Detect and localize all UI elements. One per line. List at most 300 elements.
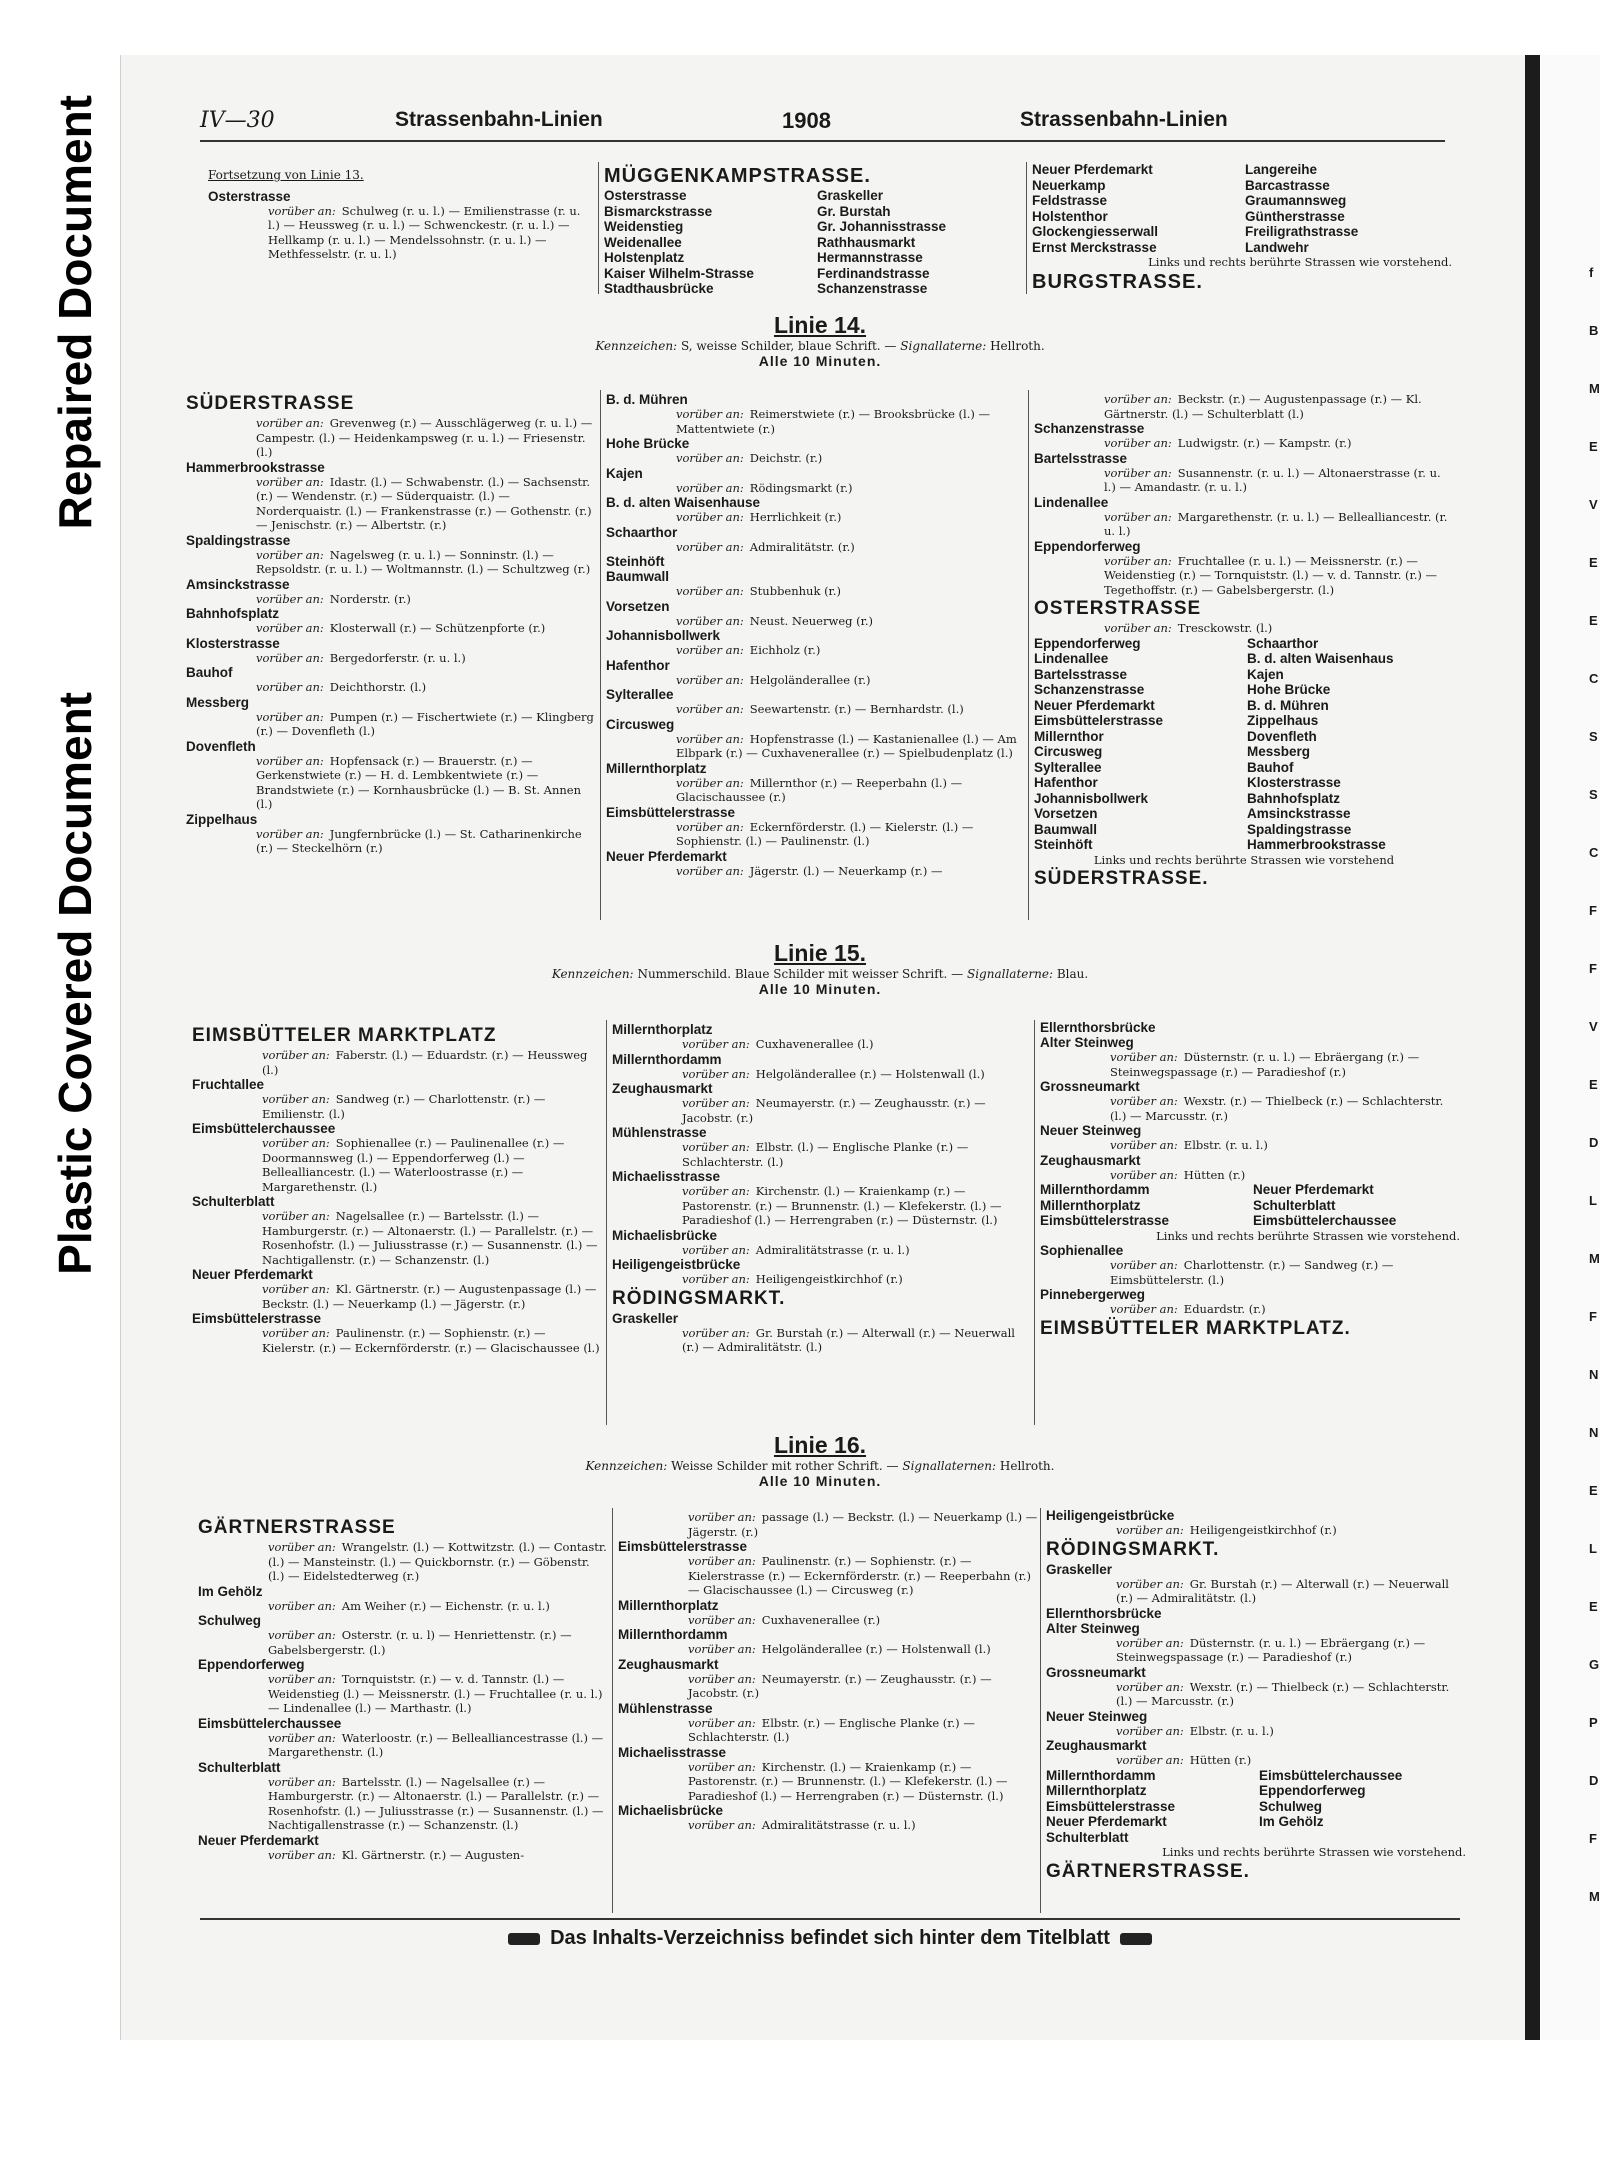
stop-via: vorüber an: Kl. Gärtnerstr. (r.) — Augustenpassage (l.) — Beckstr. (l.) — Neuerkamp (l.) — Jägerstr. (r.) bbox=[262, 1282, 597, 1311]
stop-name: Pinnebergerweg bbox=[1040, 1287, 1146, 1302]
stop-name: Fruchtallee bbox=[192, 1077, 265, 1092]
side-label-bottom: Plastic Covered Document bbox=[49, 692, 101, 1275]
list-item: Bartelsstrasse bbox=[1034, 666, 1128, 682]
line-frequency: Alle 10 Minuten. bbox=[758, 353, 882, 369]
stop-via: vorüber an: Hopfensack (r.) — Brauerstr. (r.) — Gerkenstwiete (r.) — H. d. Lembkentwiete (r.) — Brandstwiete (r.) — Kornhausbrücke (l.) — B. St. Annen (l.) bbox=[256, 753, 582, 811]
stop-name: Lindenallee bbox=[1034, 494, 1109, 510]
list-item: Langereihe bbox=[1245, 162, 1318, 177]
edge-letter: D bbox=[1589, 1773, 1599, 1788]
stop-via: vorüber an: Jungfernbrücke (l.) — St. Catharinenkirche (r.) — Steckelhörn (r.) bbox=[256, 826, 582, 855]
stop-name: Michaelisbrücke bbox=[612, 1227, 718, 1243]
stop-name: B. d. Mühren bbox=[606, 392, 688, 407]
stop-via: vorüber an: Herrlichkeit (r.) bbox=[676, 510, 842, 524]
next-page-edge bbox=[1541, 55, 1600, 2040]
list-item: Bauhof bbox=[1247, 759, 1294, 775]
continuation-label: Fortsetzung von Linie 13. bbox=[208, 168, 364, 182]
list-item: Weidenallee bbox=[604, 234, 682, 250]
stop-name: Dovenfleth bbox=[186, 738, 256, 754]
stop-name: Millernthordamm bbox=[612, 1051, 722, 1067]
line-14-col-1 bbox=[186, 392, 596, 856]
side-label bbox=[44, 95, 106, 1275]
stop-via: vorüber an: Elbstr. (l.) — Englische Planke (r.) — Schlachterstr. (l.) bbox=[682, 1140, 969, 1169]
list-item: Schaarthor bbox=[1247, 635, 1319, 651]
route-start-title: SÜDERSTRASSE bbox=[186, 393, 355, 414]
list-item: Schanzenstrasse bbox=[1034, 682, 1145, 697]
edge-letter: S bbox=[1589, 787, 1598, 802]
list-item: Steinhöft bbox=[1034, 837, 1093, 852]
list-item: Spaldingstrasse bbox=[1247, 821, 1352, 837]
stop-via: vorüber an: Paulinenstr. (r.) — Sophienstr. (r.) — Kielerstr. (r.) — Eckernförderstr. (r.) — Glacischaussee (l.) bbox=[262, 1326, 600, 1355]
stop-via: vorüber an: Am Weiher (r.) — Eichenstr. (r. u. l.) bbox=[268, 1598, 550, 1613]
stop-via: vorüber an: Helgoländerallee (r.) — Holstenwall (l.) bbox=[688, 1642, 991, 1656]
list-item: Rathhausmarkt bbox=[817, 234, 916, 250]
edge-letter: E bbox=[1589, 1077, 1598, 1092]
edge-letter: L bbox=[1589, 1193, 1597, 1208]
stop-via: vorüber an: Elbstr. (r. u. l.) bbox=[1116, 1723, 1274, 1738]
stop-via: vorüber an: Düsternstr. (r. u. l.) — Ebräergang (r.) — Steinwegspassage (r.) — Paradieshof (r.) bbox=[1110, 1050, 1420, 1079]
stop-via: vorüber an: Ludwigstr. (r.) — Kampstr. (r.) bbox=[1104, 436, 1352, 450]
stop-name: Michaelisstrasse bbox=[612, 1169, 721, 1184]
stop-via: vorüber an: Neust. Neuerweg (r.) bbox=[676, 613, 874, 628]
column-rule bbox=[1028, 390, 1029, 920]
stop-via: vorüber an: Heiligengeistkirchhof (r.) bbox=[682, 1272, 903, 1286]
list-item: Sylterallee bbox=[1034, 759, 1102, 775]
stop-via: vorüber an: Deichstr. (r.) bbox=[676, 451, 823, 465]
list-item: Eimsbüttelerstrasse bbox=[1040, 1213, 1170, 1228]
route-end-title: EIMSBÜTTELER MARKTPLATZ. bbox=[1040, 1317, 1351, 1339]
stop-via: vorüber an: Idastr. (l.) — Schwabenstr. (l.) — Sachsenstr. (r.) — Wendenstr. (r.) — Süderquaistr. (l.) — Norderquaistr. (l.) — Frankenstrasse (r.) — Gothenstr. (r.) — Jenischstr. (r.) — Albertstr. (r.) bbox=[256, 474, 592, 532]
stop-name: Eppendorferweg bbox=[1034, 538, 1141, 554]
stop-via: vorüber an: Paulinenstr. (r.) — Sophienstr. (r.) — Kielerstrasse (r.) — Eckernförderstr. (r.) — Reeperbahn (r.) — Glacischaussee (l.) — Circusweg (r.) bbox=[688, 1554, 1031, 1597]
stop-name: Mühlenstrasse bbox=[618, 1700, 713, 1716]
note: Links und rechts berührte Strassen wie vorstehend bbox=[1093, 852, 1395, 867]
page-header bbox=[200, 108, 1450, 138]
stop-name: Eimsbüttelerchaussee bbox=[198, 1715, 342, 1731]
stop-via: vorüber an: Hopfenstrasse (l.) — Kastanienallee (l.) — Am Elbpark (r.) — Cuxhavenerallee (r.) — Spielbudenplatz (l.) bbox=[676, 731, 1017, 760]
stop-via: vorüber an: Kirchenstr. (l.) — Kraienkamp (r.) — Pastorenstr. (r.) — Brunnenstr. (l.) — Klefekerstr. (l.) — Paradieshof (l.) — Herrengraben (r.) — Düsternstr. (l.) bbox=[682, 1184, 1002, 1227]
stop-name: Eimsbüttelerstrasse bbox=[606, 804, 736, 820]
stop-name: Ellernthorsbrücke bbox=[1046, 1605, 1162, 1621]
stop-name: Michaelisbrücke bbox=[618, 1803, 724, 1818]
stop-name: Schanzenstrasse bbox=[1034, 421, 1145, 436]
line-14-col-2 bbox=[606, 392, 1026, 878]
stop-name: Zeughausmarkt bbox=[1040, 1152, 1141, 1168]
stop-name: Neuer Pferdemarkt bbox=[198, 1832, 319, 1848]
stop-name: Zeughausmarkt bbox=[618, 1656, 719, 1672]
column-rule bbox=[598, 162, 599, 294]
line-markings: Kennzeichen: Nummerschild. Blaue Schilder mit weisser Schrift. — Signallaterne: Blau. bbox=[551, 967, 1089, 981]
stop-list bbox=[1034, 636, 1454, 853]
route-end-title: OSTERSTRASSE bbox=[1034, 598, 1202, 619]
stop-name: B. d. alten Waisenhause bbox=[606, 495, 761, 510]
edge-letter: M bbox=[1589, 381, 1600, 396]
stop-via: vorüber an: Wrangelstr. (l.) — Kottwitzstr. (l.) — Contastr. (l.) — Mansteinstr. (l.) — Quickbornstr. (r.) — Göbenstr. (l.) — Eidelstedterweg (r.) bbox=[268, 1540, 607, 1583]
edge-letter: N bbox=[1589, 1425, 1599, 1440]
stop-name: Vorsetzen bbox=[606, 598, 670, 614]
line-title: Linie 14. bbox=[773, 312, 867, 338]
stop-via: vorüber an: Helgoländerallee (r.) — Holstenwall (l.) bbox=[682, 1066, 985, 1081]
list-item: Barcastrasse bbox=[1245, 177, 1330, 193]
footer-rule bbox=[200, 1918, 1460, 1920]
line-frequency: Alle 10 Minuten. bbox=[758, 981, 882, 997]
edge-letter: f bbox=[1589, 265, 1594, 280]
stop-via: vorüber an: Neumayerstr. (r.) — Zeughausstr. (r.) — Jacobstr. (r.) bbox=[688, 1671, 992, 1700]
stop-via: vorüber an: Jägerstr. (l.) — Neuerkamp (r.) — bbox=[676, 863, 943, 878]
edge-letter: M bbox=[1589, 1889, 1600, 1904]
note: Links und rechts berührte Strassen wie vorstehend. bbox=[1156, 1228, 1460, 1243]
list-item: Weidenstieg bbox=[604, 219, 684, 234]
stop-via: vorüber an: Helgoländerallee (r.) bbox=[676, 672, 871, 687]
list-item: Ferdinandstrasse bbox=[817, 265, 930, 281]
line-title: Linie 16. bbox=[773, 1432, 867, 1458]
edge-letter: M bbox=[1589, 1251, 1600, 1266]
stop-via: vorüber an: Bartelsstr. (l.) — Nagelsallee (r.) — Hamburgerstr. (r.) — Altonaerstr. (l.) — Parallelstr. (r.) — Rosenhofstr. (l.) — Juliusstrasse (r.) — Susannenstr. (l.) — Nachtigallenstrasse (r.) — Schanzenstr. (l.) bbox=[268, 1774, 604, 1832]
stop-name: Eppendorferweg bbox=[198, 1657, 305, 1672]
list-item: Hammerbrookstrasse bbox=[1247, 837, 1386, 852]
stop-name: Steinhöft bbox=[606, 554, 665, 569]
stop-name: Heiligengeistbrücke bbox=[1046, 1508, 1175, 1523]
list-item: Amsinckstrasse bbox=[1247, 806, 1351, 821]
pointing-hand-icon bbox=[508, 1933, 540, 1945]
stop-list bbox=[1032, 162, 1452, 255]
list-item: Neuer Pferdemarkt bbox=[1034, 697, 1155, 713]
edge-letter: C bbox=[1589, 845, 1599, 860]
column-rule bbox=[612, 1508, 613, 1913]
edge-letter: P bbox=[1589, 1715, 1598, 1730]
stop-via: vorüber an: Cuxhavenerallee (r.) bbox=[688, 1612, 881, 1627]
list-item: Bismarckstrasse bbox=[604, 203, 713, 219]
stop-via: vorüber an: Nagelsweg (r. u. l.) — Sonninstr. (l.) — Repsoldstr. (r. u. l.) — Woltmannstr. (l.) — Schultzweg (r.) bbox=[256, 547, 591, 576]
list-item: Hermannstrasse bbox=[817, 250, 923, 265]
stop-via: vorüber an: Schulweg (r. u. l.) — Emilienstrasse (r. u. l.) — Heussweg (r. u. l.) — Schwenckestr. (r. u. l.) — Hellkamp (r. u. l.) — Mendelssohnstr. (r. u. l.) — Methfesselstr. (r. u. l.) bbox=[268, 203, 581, 261]
list-item: B. d. Mühren bbox=[1247, 697, 1329, 713]
edge-letter: E bbox=[1589, 1599, 1598, 1614]
list-item: Neuerkamp bbox=[1032, 177, 1106, 193]
line-16-col-2 bbox=[618, 1510, 1038, 1833]
list-item: Kajen bbox=[1247, 666, 1284, 682]
stop-name: Zeughausmarkt bbox=[1046, 1738, 1147, 1753]
route-start-title: EIMSBÜTTELER MARKTPLATZ bbox=[192, 1025, 497, 1046]
footer-note: Das Inhalts-Verzeichniss befindet sich hinter dem Titelblatt bbox=[430, 1927, 1230, 1950]
stop-via: vorüber an: Sandweg (r.) — Charlottenstr. (r.) — Emilienstr. (l.) bbox=[262, 1092, 546, 1121]
stop-name: Neuer Steinweg bbox=[1046, 1708, 1148, 1724]
line-16-col-3 bbox=[1046, 1508, 1466, 1884]
page-edge bbox=[1525, 55, 1540, 2040]
stop-name: Zeughausmarkt bbox=[612, 1081, 713, 1096]
stop-name: Baumwall bbox=[606, 569, 670, 584]
stop-list bbox=[604, 188, 1024, 297]
edge-letter: E bbox=[1589, 439, 1598, 454]
list-item: Graumannsweg bbox=[1245, 193, 1347, 208]
stop-name: Millernthorplatz bbox=[606, 760, 707, 776]
burgstrasse-block bbox=[1032, 162, 1452, 294]
pointing-hand-icon bbox=[1120, 1933, 1152, 1945]
route-end-title: SÜDERSTRASSE. bbox=[1034, 868, 1209, 889]
stop-via: vorüber an: Wexstr. (r.) — Thielbeck (r.) — Schlachterstr. (l.) — Marcusstr. (r.) bbox=[1116, 1679, 1450, 1708]
stop-name: Neuer Pferdemarkt bbox=[606, 848, 727, 864]
list-item: Circusweg bbox=[1034, 744, 1103, 759]
list-item: Millernthordamm bbox=[1040, 1182, 1150, 1197]
stop-name: Alter Steinweg bbox=[1046, 1620, 1140, 1636]
stop-name: Kajen bbox=[606, 465, 643, 481]
page-number: IV—30 bbox=[200, 108, 275, 133]
list-item: Schulterblatt bbox=[1253, 1197, 1336, 1213]
stop-via: vorüber an: Gr. Burstah (r.) — Alterwall (r.) — Neuerwall (r.) — Admiralitätstr. (l.) bbox=[1116, 1576, 1449, 1605]
list-item: Landwehr bbox=[1245, 239, 1309, 255]
stop-name: Messberg bbox=[186, 694, 250, 710]
stop-via: vorüber an: Admiralitätstrasse (r. u. l.) bbox=[688, 1818, 916, 1832]
stop-name: Eimsbüttelerchaussee bbox=[192, 1121, 336, 1136]
list-item: Neuer Pferdemarkt bbox=[1032, 162, 1153, 177]
header-right-title: Strassenbahn-Linien bbox=[1020, 108, 1228, 131]
stop-name: Schaarthor bbox=[606, 524, 678, 540]
list-item: Dovenfleth bbox=[1247, 728, 1317, 744]
list-item: Eppendorferweg bbox=[1259, 1783, 1366, 1798]
list-item: Gr. Johannisstrasse bbox=[817, 219, 947, 234]
list-item: Messberg bbox=[1247, 744, 1311, 759]
edge-letter: V bbox=[1589, 497, 1598, 512]
stop-name: Neuer Steinweg bbox=[1040, 1123, 1142, 1138]
stop-via: vorüber an: Kirchenstr. (l.) — Kraienkamp (r.) — Pastorenstr. (r.) — Brunnenstr. (l.) — Klefekerstr. (l.) — Paradieshof (l.) — Herrengraben (r.) — Düsternstr. (l.) bbox=[688, 1759, 1008, 1803]
continuation-block bbox=[208, 168, 593, 262]
stop-name: Osterstrasse bbox=[208, 188, 291, 204]
list-item: Millernthordamm bbox=[1046, 1767, 1156, 1783]
stop-via: vorüber an: Cuxhavenerallee (l.) bbox=[682, 1037, 874, 1051]
stop-via: vorüber an: Wexstr. (r.) — Thielbeck (r.) — Schlachterstr. (l.) — Marcusstr. (r.) bbox=[1110, 1094, 1444, 1123]
stop-name: Zippelhaus bbox=[186, 811, 258, 827]
list-item: Glockengiesserwall bbox=[1032, 224, 1159, 239]
column-rule bbox=[606, 1020, 607, 1425]
list-item: Schulterblatt bbox=[1046, 1829, 1129, 1845]
line-14-heading bbox=[270, 312, 1370, 369]
stop-via: vorüber an: Norderstr. (r.) bbox=[256, 591, 411, 606]
edge-letter: V bbox=[1589, 1019, 1598, 1034]
list-item: Millernthor bbox=[1034, 728, 1104, 744]
line-frequency: Alle 10 Minuten. bbox=[758, 1473, 882, 1489]
line-15-col-1 bbox=[192, 1024, 602, 1355]
stop-name: Klosterstrasse bbox=[186, 635, 280, 651]
stop-via: vorüber an: Bergedorferstr. (r. u. l.) bbox=[256, 650, 466, 665]
edge-letter: G bbox=[1589, 1657, 1600, 1672]
list-item: Lindenallee bbox=[1034, 651, 1109, 666]
route-end-title: GÄRTNERSTRASSE. bbox=[1046, 1860, 1250, 1882]
route-start-title: GÄRTNERSTRASSE bbox=[198, 1517, 396, 1538]
stop-name: Schulweg bbox=[198, 1613, 262, 1628]
stop-via: vorüber an: passage (l.) — Beckstr. (l.) — Neuerkamp (l.) — Jägerstr. (r.) bbox=[688, 1510, 1038, 1539]
mueggenkamp-block bbox=[604, 164, 1024, 297]
stop-via: vorüber an: Deichthorstr. (l.) bbox=[256, 680, 427, 694]
stop-via: vorüber an: Margarethenstr. (r. u. l.) — Bellealliancestr. (r. u. l.) bbox=[1104, 509, 1448, 538]
list-item: Schulweg bbox=[1259, 1798, 1323, 1814]
list-item: Johannisbollwerk bbox=[1034, 790, 1149, 806]
line-14-col-3 bbox=[1034, 392, 1454, 891]
list-item: Gr. Burstah bbox=[817, 203, 891, 219]
list-item: Neuer Pferdemarkt bbox=[1253, 1182, 1374, 1197]
edge-letter: C bbox=[1589, 671, 1599, 686]
stop-via: vorüber an: Grevenweg (r.) — Ausschlägerweg (r. u. l.) — Campestr. (l.) — Heidenkampsweg (r. u. l.) — Friesenstr. (l.) bbox=[256, 416, 593, 459]
stop-name: Schulterblatt bbox=[198, 1759, 281, 1775]
stop-name: Heiligengeistbrücke bbox=[612, 1257, 741, 1272]
stop-via: vorüber an: Eichholz (r.) bbox=[676, 643, 821, 657]
stop-name: Hafenthor bbox=[606, 657, 670, 673]
stop-name: Millernthorplatz bbox=[618, 1597, 719, 1613]
edge-letter: E bbox=[1589, 613, 1598, 628]
list-item: Bahnhofsplatz bbox=[1247, 790, 1340, 806]
edge-letter: S bbox=[1589, 729, 1598, 744]
stop-name: Circusweg bbox=[606, 716, 675, 732]
route-end-title: RÖDINGSMARKT. bbox=[612, 1287, 786, 1309]
note: Links und rechts berührte Strassen wie vorstehend. bbox=[1162, 1845, 1466, 1859]
line-15-col-3 bbox=[1040, 1020, 1460, 1341]
stop-via: vorüber an: Admiralitätstr. (r.) bbox=[676, 539, 855, 554]
list-item: Kaiser Wilhelm-Strasse bbox=[604, 265, 754, 281]
line-markings: Kennzeichen: Weisse Schilder mit rother Schrift. — Signallaternen: Hellroth. bbox=[585, 1459, 1055, 1473]
list-item: Hafenthor bbox=[1034, 775, 1098, 790]
line-15-col-2 bbox=[612, 1022, 1032, 1355]
column-rule bbox=[600, 390, 601, 920]
stop-via: vorüber an: Eckernförderstr. (l.) — Kielerstr. (l.) — Sophienstr. (l.) — Paulinenstr. (l.) bbox=[676, 819, 974, 848]
header-rule bbox=[200, 140, 1445, 142]
stop-via: vorüber an: Charlottenstr. (r.) — Sandweg (r.) — Eimsbüttelerstr. (l.) bbox=[1110, 1258, 1394, 1287]
stop-via: vorüber an: Gr. Burstah (r.) — Alterwall (r.) — Neuerwall (r.) — Admiralitätstr. (l.) bbox=[682, 1325, 1015, 1354]
stop-via: vorüber an: Pumpen (r.) — Fischertwiete (r.) — Klingberg (r.) — Dovenfleth (l.) bbox=[256, 709, 594, 738]
stop-via: vorüber an: Rödingsmarkt (r.) bbox=[676, 480, 853, 495]
stop-via: vorüber an: Faberstr. (l.) — Eduardstr. (r.) — Heussweg (l.) bbox=[262, 1048, 588, 1077]
stop-name: Spaldingstrasse bbox=[186, 532, 291, 548]
stop-list bbox=[1046, 1768, 1466, 1846]
stop-name: Im Gehölz bbox=[198, 1583, 263, 1599]
stop-via: vorüber an: Hütten (r.) bbox=[1110, 1167, 1246, 1182]
stop-via: vorüber an: Eduardstr. (r.) bbox=[1110, 1302, 1266, 1316]
stop-via: vorüber an: Beckstr. (r.) — Augustenpassage (r.) — Kl. Gärtnerstr. (l.) — Schulterblatt (l.) bbox=[1104, 392, 1422, 421]
edge-letter: E bbox=[1589, 555, 1598, 570]
list-item: Stadthausbrücke bbox=[604, 281, 714, 296]
list-item: Ernst Merckstrasse bbox=[1032, 239, 1157, 255]
note: Links und rechts berührte Strassen wie vorstehend. bbox=[1148, 255, 1452, 269]
stop-name: Ellernthorsbrücke bbox=[1040, 1020, 1156, 1035]
column-rule bbox=[1040, 1508, 1041, 1913]
list-item: Graskeller bbox=[817, 188, 884, 203]
side-label-top: Repaired Document bbox=[49, 95, 101, 530]
stop-name: Amsinckstrasse bbox=[186, 576, 290, 592]
list-item: Millernthorplatz bbox=[1046, 1783, 1147, 1798]
stop-via: vorüber an: Millernthor (r.) — Reeperbahn (l.) — Glacischaussee (r.) bbox=[676, 775, 963, 804]
stop-via: vorüber an: Stubbenhuk (r.) bbox=[676, 584, 841, 598]
stop-name: Hohe Brücke bbox=[606, 436, 690, 451]
stop-via: vorüber an: Düsternstr. (r. u. l.) — Ebräergang (r.) — Steinwegspassage (r.) — Paradieshof (r.) bbox=[1116, 1635, 1426, 1664]
header-left-title: Strassenbahn-Linien bbox=[395, 108, 603, 131]
stop-name: Sylterallee bbox=[606, 687, 674, 702]
stop-name: Alter Steinweg bbox=[1040, 1035, 1134, 1050]
edge-letter: N bbox=[1589, 1367, 1599, 1382]
stop-name: Grossneumarkt bbox=[1040, 1079, 1140, 1094]
edge-letter: F bbox=[1589, 961, 1597, 976]
stop-name: Graskeller bbox=[1046, 1561, 1113, 1577]
list-item: Baumwall bbox=[1034, 821, 1098, 837]
stop-name: Bahnhofsplatz bbox=[186, 606, 279, 621]
edge-letter: F bbox=[1589, 1831, 1597, 1846]
line-16-heading bbox=[270, 1432, 1370, 1489]
stop-name: Eimsbüttelerstrasse bbox=[192, 1311, 322, 1326]
list-item: Millernthorplatz bbox=[1040, 1197, 1141, 1213]
route-end-title: RÖDINGSMARKT. bbox=[1046, 1538, 1220, 1560]
list-item: Eimsbüttelerchaussee bbox=[1253, 1213, 1397, 1228]
stop-via: vorüber an: Reimerstwiete (r.) — Brooksbrücke (l.) — Mattentwiete (r.) bbox=[676, 407, 991, 436]
stop-via: vorüber an: Sophienallee (r.) — Paulinenallee (r.) — Doormannsweg (l.) — Eppendorferweg (l.) — Bellealliancestr. (l.) — Waterloostrasse (r.) — Margarethenstr. (l.) bbox=[262, 1136, 565, 1194]
stop-via: vorüber an: Susannenstr. (r. u. l.) — Altonaerstrasse (r. u. l.) — Amandastr. (r. u. l.) bbox=[1104, 465, 1441, 494]
stop-via: vorüber an: Nagelsallee (r.) — Bartelsstr. (l.) — Hamburgerstr. (r.) — Altonaerstr. (l.) — Parallelstr. (r.) — Rosenhofstr. (l.) — Juliusstrasse (r.) — Susannenstr. (l.) — Nachtigallenstr. (r.) — Schanzenstr. (l.) bbox=[262, 1209, 598, 1267]
stop-name: Graskeller bbox=[612, 1310, 679, 1326]
stop-name: Neuer Pferdemarkt bbox=[192, 1267, 313, 1282]
line-title: Linie 15. bbox=[773, 940, 867, 966]
list-item: Eimsbüttelerstrasse bbox=[1046, 1798, 1176, 1814]
stop-name: Sophienallee bbox=[1040, 1243, 1124, 1258]
list-item: Eimsbüttelerstrasse bbox=[1034, 713, 1164, 728]
list-item: B. d. alten Waisenhaus bbox=[1247, 651, 1394, 666]
stop-via: vorüber an: Elbstr. (r. u. l.) bbox=[1110, 1138, 1268, 1152]
list-item: Im Gehölz bbox=[1259, 1814, 1324, 1829]
list-item: Eimsbüttelerchaussee bbox=[1259, 1767, 1403, 1783]
stop-name: Michaelisstrasse bbox=[618, 1744, 727, 1760]
column-rule bbox=[1026, 162, 1027, 294]
line-16-col-1 bbox=[198, 1516, 608, 1862]
list-item: Güntherstrasse bbox=[1245, 208, 1345, 224]
route-end-title: MÜGGENKAMPSTRASSE. bbox=[604, 165, 871, 187]
list-item: Schanzenstrasse bbox=[817, 281, 928, 296]
line-15-heading bbox=[270, 940, 1370, 997]
edge-letter: E bbox=[1589, 1483, 1598, 1498]
stop-via: vorüber an: Seewartenstr. (r.) — Bernhardstr. (l.) bbox=[676, 702, 964, 716]
stop-via: vorüber an: Neumayerstr. (r.) — Zeughausstr. (r.) — Jacobstr. (r.) bbox=[682, 1096, 986, 1125]
stop-via: vorüber an: Hütten (r.) bbox=[1116, 1753, 1252, 1767]
stop-via: vorüber an: Osterstr. (r. u. l) — Henriettenstr. (r.) — Gabelsbergerstr. (l.) bbox=[268, 1628, 572, 1657]
list-item: Feldstrasse bbox=[1032, 193, 1108, 208]
stop-via: vorüber an: Kl. Gärtnerstr. (r.) — Augusten- bbox=[268, 1847, 525, 1862]
list-item: Vorsetzen bbox=[1034, 806, 1098, 821]
edge-letter: F bbox=[1589, 903, 1597, 918]
stop-name: Grossneumarkt bbox=[1046, 1664, 1146, 1680]
list-item: Holstenthor bbox=[1032, 208, 1108, 224]
stop-via: vorüber an: Admiralitätstrasse (r. u. l.) bbox=[682, 1242, 910, 1257]
stop-name: Johannisbollwerk bbox=[606, 628, 721, 643]
stop-name: Millernthorplatz bbox=[612, 1022, 713, 1037]
list-item: Hohe Brücke bbox=[1247, 682, 1331, 697]
stop-via: vorüber an: Heiligengeistkirchhof (r.) bbox=[1116, 1523, 1337, 1537]
stop-name: Bauhof bbox=[186, 665, 233, 680]
column-rule bbox=[1034, 1020, 1035, 1425]
stop-via: vorüber an: Fruchtallee (r. u. l.) — Meissnerstr. (r.) — Weidenstieg (r.) — Tornquiststr. (l.) — v. d. Tannstr. (r.) — Tegethoffstr. (r.) — Gabelsbergerstr. (l.) bbox=[1104, 553, 1438, 597]
edge-letter: B bbox=[1589, 323, 1599, 338]
line-markings: Kennzeichen: S, weisse Schilder, blaue Schrift. — Signallaterne: Hellroth. bbox=[595, 339, 1045, 353]
list-item: Klosterstrasse bbox=[1247, 775, 1341, 790]
stop-name: Bartelsstrasse bbox=[1034, 450, 1128, 466]
edge-letter: D bbox=[1589, 1135, 1599, 1150]
stop-name: Schulterblatt bbox=[192, 1194, 275, 1209]
stop-list bbox=[1040, 1182, 1460, 1229]
stop-via: vorüber an: Klosterwall (r.) — Schützenpforte (r.) bbox=[256, 621, 546, 635]
stop-name: Millernthordamm bbox=[618, 1627, 728, 1642]
stop-via: vorüber an: Waterloostr. (r.) — Bellealliancestrasse (l.) — Margarethenstr. (l.) bbox=[268, 1730, 604, 1759]
edge-letter: F bbox=[1589, 1309, 1597, 1324]
list-item: Osterstrasse bbox=[604, 188, 687, 203]
route-end-title: BURGSTRASSE. bbox=[1032, 270, 1203, 293]
stop-name: Eimsbüttelerstrasse bbox=[618, 1539, 748, 1554]
stop-name: Mühlenstrasse bbox=[612, 1125, 707, 1140]
list-item: Zippelhaus bbox=[1247, 713, 1319, 728]
list-item: Neuer Pferdemarkt bbox=[1046, 1814, 1167, 1829]
list-item: Eppendorferweg bbox=[1034, 635, 1141, 651]
list-item: Holstenplatz bbox=[604, 250, 685, 265]
